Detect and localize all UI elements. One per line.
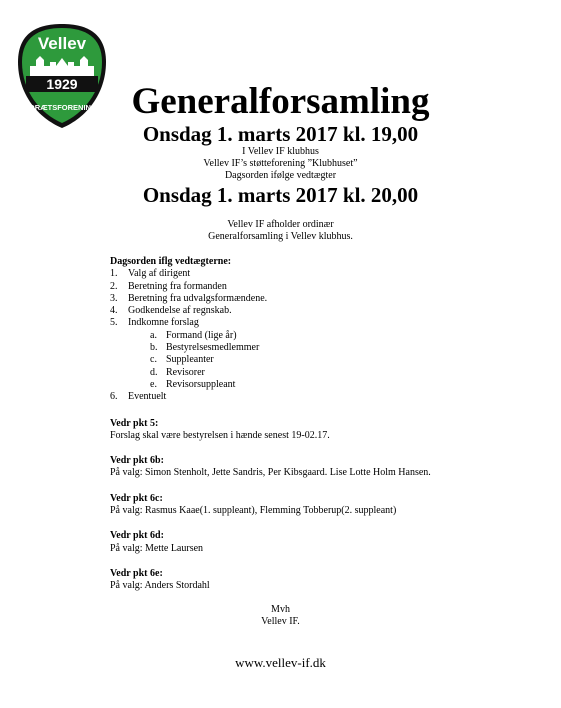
- agenda-subitem-text: Suppleanter: [166, 354, 214, 366]
- closing-signature: Vellev IF.: [261, 616, 300, 627]
- agenda-item: [110, 305, 431, 317]
- agenda-item-num: 5.: [110, 317, 118, 329]
- note-section: [110, 568, 431, 593]
- note-section: [110, 455, 431, 480]
- note-section: [110, 530, 431, 555]
- agenda-item-text: Beretning fra formanden: [128, 280, 227, 292]
- closing-greeting: Mvh: [271, 604, 290, 615]
- note-text: På valg: Anders Stordahl: [110, 580, 210, 592]
- agenda-subitem-num: c.: [150, 354, 157, 366]
- agenda-item-num: 6.: [110, 391, 118, 403]
- agenda-item-text: Eventuelt: [128, 391, 167, 403]
- note-section: [110, 418, 431, 443]
- note-text: På valg: Simon Stenholt, Jette Sandris, Per Kibsgaard. Lise Lotte Holm Hansen.: [110, 467, 431, 479]
- agenda-item-text: Beretning fra udvalgsformændene.: [128, 292, 268, 304]
- agenda-subitem-num: a.: [150, 329, 157, 341]
- meeting2-line: Generalforsamling i Vellev klubhus.: [208, 231, 353, 242]
- agenda-item: [110, 317, 431, 329]
- agenda-item-num: 2.: [110, 280, 118, 292]
- logo-bottom-text: IDRÆTSFORENING: [27, 103, 97, 112]
- note-text: På valg: Mette Laursen: [110, 542, 204, 554]
- agenda-item-text: Godkendelse af regnskab.: [128, 305, 232, 317]
- meeting1-line: Dagsorden ifølge vedtægter: [224, 170, 337, 181]
- logo-year: 1929: [46, 76, 78, 92]
- agenda-subitem: [110, 342, 431, 354]
- agenda-item-text: Valg af dirigent: [128, 268, 191, 280]
- note-heading: Vedr pkt 5:: [110, 417, 159, 429]
- agenda-item: [110, 391, 431, 403]
- agenda-item: [110, 268, 431, 280]
- agenda-subitem-num: d.: [150, 366, 158, 378]
- agenda-item-num: 3.: [110, 292, 118, 304]
- agenda-item-text: Indkomne forslag: [128, 317, 199, 329]
- agenda-item: [110, 293, 431, 305]
- note-heading: Vedr pkt 6b:: [110, 455, 164, 467]
- agenda-subitem-text: Revisorer: [166, 366, 205, 378]
- agenda-subitem-num: e.: [150, 378, 157, 390]
- meeting2-line: Vellev IF afholder ordinær: [227, 219, 334, 230]
- agenda-subitem-text: Revisorsuppleant: [166, 378, 236, 390]
- agenda-item: [110, 281, 431, 293]
- note-text: På valg: Rasmus Kaae(1. suppleant), Flemming Tobberup(2. suppleant): [110, 505, 397, 517]
- website-link[interactable]: www.vellev-if.dk: [235, 655, 326, 670]
- agenda-sublist: [110, 330, 431, 391]
- note-heading: Vedr pkt 6d:: [110, 530, 164, 542]
- meeting2-date: Onsdag 1. marts 2017 kl. 20,00: [142, 183, 419, 207]
- meeting1-date: Onsdag 1. marts 2017 kl. 19,00: [142, 122, 419, 146]
- agenda-list-end: [110, 391, 431, 403]
- agenda-subitem: [110, 330, 431, 342]
- agenda-list: [110, 268, 431, 329]
- agenda-subitem-text: Formand (lige år): [166, 329, 237, 341]
- page-title: Generalforsamling: [131, 81, 430, 122]
- agenda-subitem-text: Bestyrelsesmedlemmer: [166, 342, 260, 354]
- logo-top-text: Vellev: [37, 34, 87, 53]
- agenda-subitem: [110, 379, 431, 391]
- agenda-heading: Dagsorden iflg vedtægterne:: [110, 256, 232, 267]
- agenda-subitem: [110, 367, 431, 379]
- meeting1-line: I Vellev IF klubhus: [242, 146, 319, 157]
- note-heading: Vedr pkt 6e:: [110, 567, 163, 579]
- agenda-item-num: 4.: [110, 305, 118, 317]
- note-heading: Vedr pkt 6c:: [110, 492, 163, 504]
- agenda-subitem: [110, 354, 431, 366]
- note-section: [110, 493, 431, 518]
- agenda-item-num: 1.: [110, 268, 118, 280]
- agenda: [110, 256, 431, 593]
- note-text: Forslag skal være bestyrelsen i hænde senest 19-02.17.: [110, 429, 330, 441]
- agenda-subitem-num: b.: [150, 342, 158, 354]
- meeting1-line: Vellev IF’s støtteforening ”Klubhuset”: [203, 158, 358, 169]
